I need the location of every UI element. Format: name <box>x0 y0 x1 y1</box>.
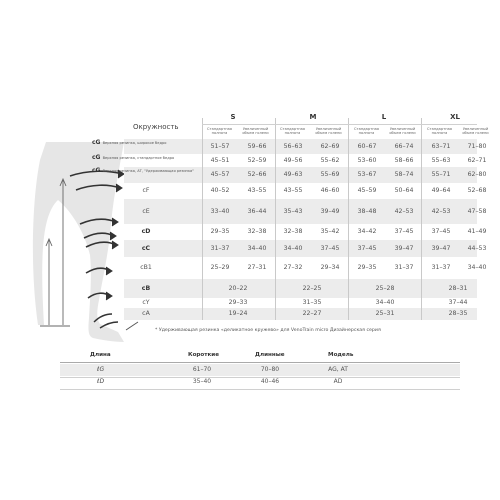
table-cell: 49–56 <box>283 156 303 164</box>
table-cell: 55–69 <box>320 171 340 178</box>
length-row-divider <box>60 389 460 390</box>
length-row-label: ℓD <box>97 378 105 385</box>
divider <box>60 362 460 363</box>
table-cell: 43–55 <box>247 187 267 194</box>
footnote: * Удерживающая резинка «деликатное кружево» для VenoTrain micro Дизайнерская серия <box>155 328 381 333</box>
table-cell: 55–71 <box>431 171 451 178</box>
heel-arrow <box>126 322 138 330</box>
table-cell: 47–58 <box>467 207 487 215</box>
row-label-code: cG <box>92 167 103 174</box>
length-cell-long: 70–80 <box>260 366 280 373</box>
table-cell: 50–64 <box>394 187 414 194</box>
row-label-code: cG <box>92 154 103 161</box>
table-cell: 32–38 <box>283 228 303 235</box>
row-label: cC <box>141 244 151 252</box>
sub-header-standard: Стандартная полнота <box>354 127 379 136</box>
table-cell: 37–45 <box>320 244 340 252</box>
table-cell: 55–62 <box>320 156 340 164</box>
size-header-m: M <box>309 113 317 121</box>
row-label <box>92 156 202 160</box>
measure-arrow-cA <box>100 322 118 328</box>
table-cell: 22–25 <box>302 284 322 292</box>
table-cell: 45–59 <box>357 187 377 194</box>
size-header-l: L <box>381 113 387 121</box>
row-label: cF <box>142 187 150 194</box>
table-cell: 38–48 <box>357 207 377 215</box>
size-header-s: S <box>230 113 236 121</box>
table-cell: 29–35 <box>210 228 230 235</box>
table-cell: 66–74 <box>394 142 414 150</box>
column-divider <box>275 118 276 320</box>
table-cell: 59–66 <box>247 142 267 150</box>
row-label <box>92 169 202 173</box>
length-header-label: Длина <box>90 352 111 358</box>
length-cell-model: AD <box>333 378 343 385</box>
sub-header-standard: Стандартная полнота <box>207 127 232 136</box>
table-cell: 58–74 <box>394 171 414 178</box>
table-cell: 58–66 <box>394 156 414 164</box>
row-label: cA <box>142 310 150 317</box>
table-cell: 19–24 <box>228 310 248 317</box>
table-cell: 36–44 <box>247 207 267 215</box>
table-cell: 56–63 <box>283 142 303 150</box>
table-cell: 37–45 <box>357 244 377 252</box>
table-cell: 31–37 <box>431 264 451 271</box>
table-cell: 46–60 <box>320 187 340 194</box>
table-cell: 45–51 <box>210 156 230 164</box>
table-cell: 34–40 <box>375 299 395 306</box>
column-divider <box>421 118 422 320</box>
length-row-label: ℓG <box>97 366 105 373</box>
table-cell: 55–63 <box>431 156 451 164</box>
length-header-model: Модель <box>328 352 354 358</box>
length-cell-short: 61–70 <box>192 366 212 373</box>
table-cell: 28–35 <box>448 310 468 317</box>
table-cell: 31–37 <box>394 264 414 271</box>
row-label: cD <box>141 228 151 235</box>
table-cell: 31–35 <box>302 299 322 306</box>
table-cell: 27–31 <box>247 264 267 271</box>
table-cell: 37–44 <box>448 299 468 306</box>
table-cell: 34–40 <box>247 244 267 252</box>
table-cell: 32–38 <box>247 228 267 235</box>
table-cell: 34–40 <box>283 244 303 252</box>
table-cell: 42–53 <box>394 207 414 215</box>
column-divider <box>348 118 349 320</box>
table-cell: 27–32 <box>283 264 303 271</box>
length-header-long: Длинные <box>255 352 285 358</box>
table-cell: 44–53 <box>467 244 487 252</box>
row-label: cE <box>142 207 150 215</box>
length-cell-model: AG, AT <box>328 366 348 373</box>
row-label: cB1 <box>140 264 152 271</box>
table-cell: 39–47 <box>394 244 414 252</box>
column-divider <box>202 118 203 320</box>
table-cell: 35–42 <box>320 228 340 235</box>
table-cell: 34–40 <box>467 264 487 271</box>
table-cell: 52–68 <box>467 187 487 194</box>
table-cell: 34–42 <box>357 228 377 235</box>
table-cell: 25–28 <box>375 284 395 292</box>
sub-header-enlarged: Увеличенный объем голени <box>462 127 489 136</box>
table-cell: 20–22 <box>228 284 248 292</box>
row-label-desc: Верхняя резинка, АТ, "Удерживающая резинка" <box>102 169 194 173</box>
table-cell: 31–37 <box>210 244 230 252</box>
table-cell: 40–52 <box>210 187 230 194</box>
table-cell: 42–53 <box>431 207 451 215</box>
table-cell: 37–45 <box>431 228 451 235</box>
table-cell: 29–34 <box>320 264 340 271</box>
sub-header-enlarged: Увеличенный объем голени <box>242 127 269 136</box>
row-label: cB <box>141 284 151 292</box>
row-label-code: cG <box>92 139 103 146</box>
table-cell: 37–45 <box>394 228 414 235</box>
sub-header-standard: Стандартная полнота <box>280 127 305 136</box>
header-rule <box>202 124 477 125</box>
table-cell: 41–49 <box>467 228 487 235</box>
table-cell: 33–40 <box>210 207 230 215</box>
table-cell: 52–59 <box>247 156 267 164</box>
table-cell: 71–80 <box>467 142 487 150</box>
length-cell-long: 40–46 <box>260 378 280 385</box>
length-header-short: Короткие <box>188 352 220 358</box>
row-label-desc: Верхняя резинка, широкое бедро <box>102 141 167 145</box>
table-cell: 62–80 <box>467 171 487 178</box>
table-cell: 39–49 <box>320 207 340 215</box>
table-cell: 53–67 <box>357 171 377 178</box>
table-cell: 49–63 <box>283 171 303 178</box>
table-cell: 53–60 <box>357 156 377 164</box>
table-cell: 25–31 <box>375 310 395 317</box>
row-label <box>92 141 202 145</box>
table-cell: 62–71 <box>467 156 487 164</box>
row-label-desc: Верхняя резинка, стандартное бедро <box>102 156 175 160</box>
sub-header-enlarged: Увеличенный объем голени <box>315 127 342 136</box>
table-cell: 52–66 <box>247 171 267 178</box>
row-label: cY <box>142 299 150 306</box>
table-cell: 29–35 <box>357 264 377 271</box>
sub-header-enlarged: Увеличенный объем голени <box>389 127 416 136</box>
size-header-xl: XL <box>450 113 460 121</box>
table-cell: 62–69 <box>320 142 340 150</box>
table-cell: 29–33 <box>228 299 248 306</box>
table-cell: 51–57 <box>210 142 230 150</box>
table-cell: 49–64 <box>431 187 451 194</box>
table-cell: 22–27 <box>302 310 322 317</box>
table-cell: 43–55 <box>283 187 303 194</box>
sub-header-standard: Стандартная полнота <box>427 127 452 136</box>
table-cell: 39–47 <box>431 244 451 252</box>
table-cell: 28–31 <box>448 284 468 292</box>
table-cell: 60–67 <box>357 142 377 150</box>
table-cell: 25–29 <box>210 264 230 271</box>
circumference-header: Окружность <box>133 123 179 131</box>
table-cell: 63–71 <box>431 142 451 150</box>
length-cell-short: 35–40 <box>192 378 212 385</box>
table-cell: 45–57 <box>210 171 230 178</box>
table-cell: 35–43 <box>283 207 303 215</box>
